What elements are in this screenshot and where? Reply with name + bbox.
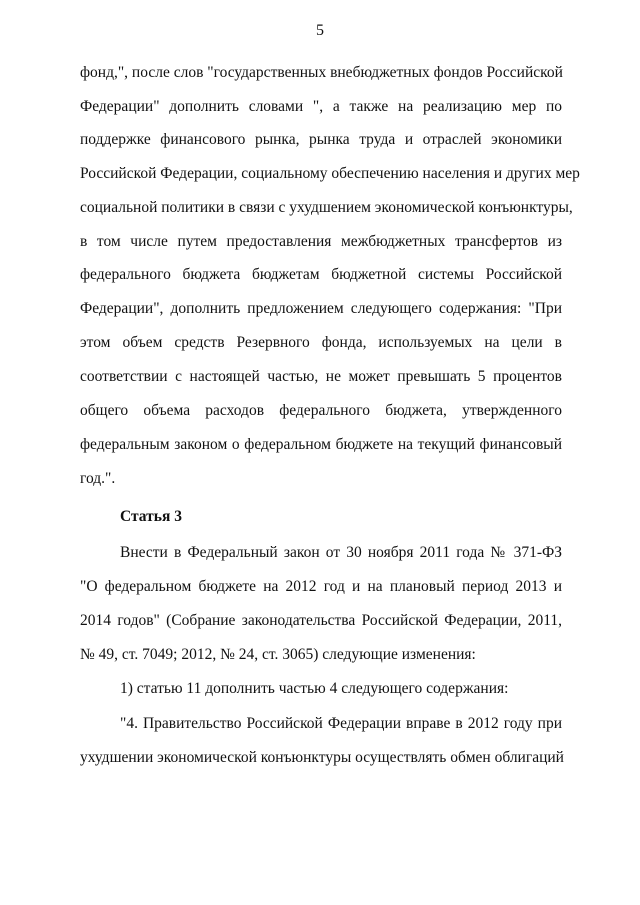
text-line: общего объема расходов федерального бюджета, утвержденного [80, 402, 562, 419]
text-line: социальной политики в связи с ухудшением экономической конъюнктуры, [80, 199, 573, 216]
text-line: в том числе путем предоставления межбюджетных трансфертов из [80, 233, 562, 250]
text-line: соответствии с настоящей частью, не может превышать 5 процентов [80, 368, 562, 385]
text-line: № 49, ст. 7049; 2012, № 24, ст. 3065) следующие изменения: [80, 646, 476, 663]
text-line: ухудшении экономической конъюнктуры осуществлять обмен облигаций [80, 749, 564, 766]
text-line: Российской Федерации, социальному обеспечению населения и других мер [80, 165, 580, 182]
text-line: Внести в Федеральный закон от 30 ноября 2011 года № 371-ФЗ [120, 544, 562, 561]
text-line: Федерации", дополнить предложением следующего содержания: "При [80, 300, 562, 317]
page-number: 5 [316, 22, 324, 39]
text-line: федеральным законом о федеральном бюджете на текущий финансовый [80, 436, 562, 453]
text-line: фонд,", после слов "государственных внебюджетных фондов Российской [80, 64, 563, 81]
text-line: "О федеральном бюджете на 2012 год и на плановый период 2013 и [80, 578, 562, 595]
text-line: "4. Правительство Российской Федерации вправе в 2012 году при [120, 715, 562, 732]
text-line: федерального бюджета бюджетам бюджетной системы Российской [80, 266, 562, 283]
text-line: 1) статью 11 дополнить частью 4 следующего содержания: [120, 680, 509, 697]
text-line: Федерации" дополнить словами ", а также на реализацию мер по [80, 98, 562, 115]
text-line: поддержке финансового рынка, рынка труда и отраслей экономики [80, 131, 562, 148]
text-line: 2014 годов" (Собрание законодательства Российской Федерации, 2011, [80, 612, 562, 629]
article-heading: Статья 3 [120, 508, 182, 525]
text-line: этом объем средств Резервного фонда, используемых на цели в [80, 334, 562, 351]
text-line: год.". [80, 470, 116, 487]
